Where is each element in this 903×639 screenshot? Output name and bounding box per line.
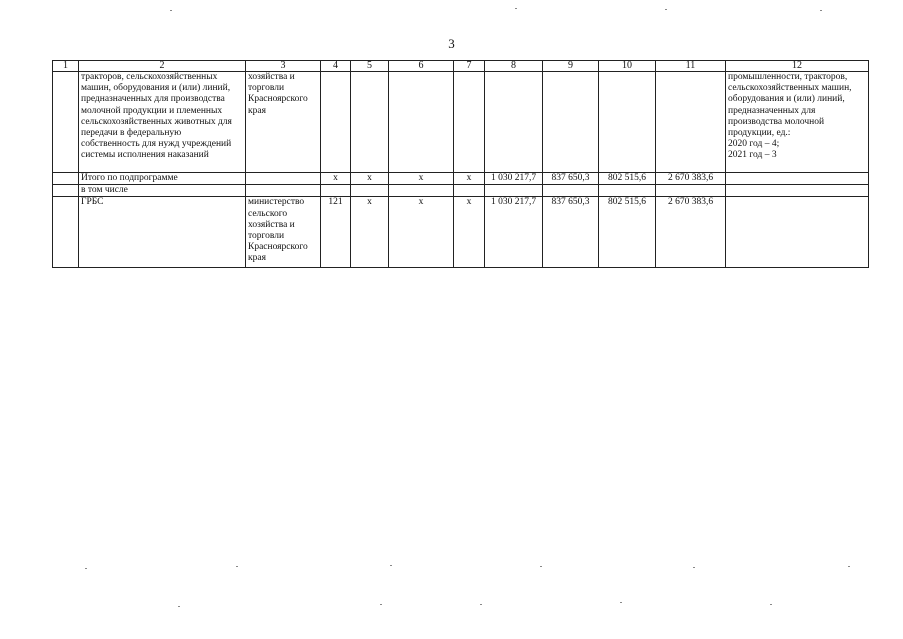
cont-result-line: предназначенных для (728, 105, 816, 116)
total-col-12 (726, 173, 869, 185)
cont-result (726, 72, 869, 173)
header-col-7: 7 (454, 61, 485, 72)
total-2019-value: 1 030 217,7 (485, 173, 543, 185)
header-col-12: 12 (726, 61, 869, 72)
header-col-1: 1 (53, 61, 79, 72)
incl-col-8 (485, 185, 543, 197)
cont-result-line: промышленности, тракторов, (728, 72, 848, 82)
scan-speck (170, 10, 172, 11)
incl-col-10 (599, 185, 656, 197)
scan-speck (848, 566, 850, 567)
cont-desc-line: машин, оборудования и (или) линий, (81, 83, 231, 94)
incl-col-4 (321, 185, 351, 197)
grbs-col-5: x (351, 197, 389, 268)
cont-result-line: 2020 год – 4; (728, 139, 780, 150)
total-col-6: x (389, 173, 454, 185)
grbs-administrator (246, 197, 321, 268)
total-row (53, 173, 869, 185)
cont-desc-line: молочной продукции и племенных (81, 105, 223, 116)
cont-admin-line: края (248, 105, 266, 116)
scan-speck (693, 567, 695, 568)
total-col-4: x (321, 173, 351, 185)
incl-col-1 (53, 185, 79, 197)
scan-speck (178, 606, 180, 607)
scan-speck (85, 568, 87, 569)
total-2020-value: 837 650,3 (543, 173, 599, 185)
grbs-label: ГРБС (79, 197, 246, 268)
cont-col-5 (351, 72, 389, 173)
grbs-2021-value: 802 515,6 (599, 197, 656, 268)
including-label: в том числе (79, 185, 246, 197)
scan-speck (665, 9, 667, 10)
header-col-5: 5 (351, 61, 389, 72)
grbs-admin-line: хозяйства и (248, 219, 295, 230)
program-table (52, 60, 869, 268)
header-col-11: 11 (656, 61, 726, 72)
header-col-8: 8 (485, 61, 543, 72)
cont-col-8 (485, 72, 543, 173)
total-sum-value: 2 670 383,6 (656, 173, 726, 185)
grbs-admin-line: торговли (248, 231, 285, 242)
continuation-row (53, 72, 869, 173)
cont-col-10 (599, 72, 656, 173)
cont-admin-line: хозяйства и (248, 72, 295, 82)
header-row (53, 61, 869, 72)
cont-desc-line: сельскохозяйственных животных для (81, 116, 232, 127)
incl-col-12 (726, 185, 869, 197)
scan-speck (515, 8, 517, 9)
total-col-7: x (454, 173, 485, 185)
incl-col-11 (656, 185, 726, 197)
cont-desc-line: системы исполнения наказаний (81, 150, 209, 161)
header-col-6: 6 (389, 61, 454, 72)
cont-col-9 (543, 72, 599, 173)
cont-admin-line: торговли (248, 83, 285, 94)
total-col-5: x (351, 173, 389, 185)
cont-result-line: оборудования и (или) линий, (728, 94, 845, 105)
scan-speck (620, 602, 622, 603)
cont-result-line: сельскохозяйственных машин, (728, 83, 852, 94)
grbs-code: 121 (321, 197, 351, 268)
cont-col-7 (454, 72, 485, 173)
cont-col-4 (321, 72, 351, 173)
total-col-1 (53, 173, 79, 185)
scan-speck (770, 604, 772, 605)
grbs-sum-value: 2 670 383,6 (656, 197, 726, 268)
cont-desc-line: тракторов, сельскохозяйственных (81, 72, 218, 82)
total-label: Итого по подпрограмме (79, 173, 246, 185)
header-col-9: 9 (543, 61, 599, 72)
cont-result-line: производства молочной (728, 116, 825, 127)
grbs-2020-value: 837 650,3 (543, 197, 599, 268)
cont-administrator (246, 72, 321, 173)
header-col-10: 10 (599, 61, 656, 72)
cont-desc-line: предназначенных для производства (81, 94, 225, 105)
incl-col-6 (389, 185, 454, 197)
scan-speck (390, 565, 392, 566)
total-col-3 (246, 173, 321, 185)
grbs-col-6: x (389, 197, 454, 268)
cont-description (79, 72, 246, 173)
cont-col-11 (656, 72, 726, 173)
including-row (53, 185, 869, 197)
grbs-admin-line: министерство (248, 197, 305, 208)
total-2021-value: 802 515,6 (599, 173, 656, 185)
grbs-row (53, 197, 869, 268)
incl-col-3 (246, 185, 321, 197)
grbs-admin-line: Красноярского (248, 242, 308, 253)
header-col-2: 2 (79, 61, 246, 72)
scan-speck (540, 566, 542, 567)
grbs-admin-line: сельского (248, 208, 288, 219)
scan-speck (820, 10, 822, 11)
page-number: 3 (448, 36, 455, 51)
scan-speck (236, 566, 238, 567)
cont-col-1 (53, 72, 79, 173)
cont-result-line: продукции, ед.: (728, 128, 791, 139)
scan-speck (380, 604, 382, 605)
scan-speck (480, 604, 482, 605)
grbs-col-12 (726, 197, 869, 268)
grbs-col-7: x (454, 197, 485, 268)
header-col-3: 3 (246, 61, 321, 72)
cont-desc-line: собственность для нужд учреждений (81, 139, 232, 150)
incl-col-9 (543, 185, 599, 197)
cont-desc-line: передачи в федеральную (81, 128, 182, 139)
grbs-admin-line: края (248, 253, 266, 264)
cont-col-6 (389, 72, 454, 173)
incl-col-7 (454, 185, 485, 197)
cont-result-line: 2021 год – 3 (728, 150, 777, 161)
grbs-2019-value: 1 030 217,7 (485, 197, 543, 268)
header-col-4: 4 (321, 61, 351, 72)
grbs-col-1 (53, 197, 79, 268)
incl-col-5 (351, 185, 389, 197)
cont-admin-line: Красноярского (248, 94, 308, 105)
